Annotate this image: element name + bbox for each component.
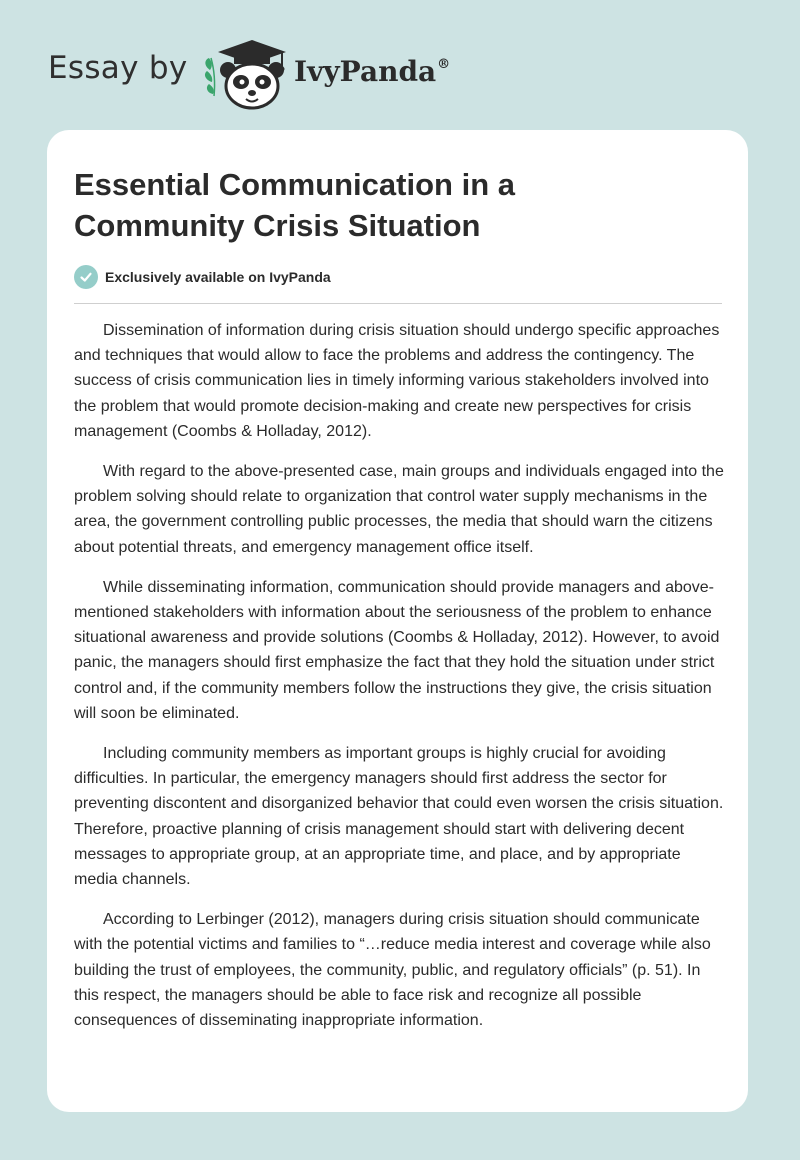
brand-name[interactable] [294,55,450,88]
essay-card [47,130,748,1112]
title-divider [74,303,722,304]
essay-paragraph: Dissemination of information during crisis situation should undergo specific approaches and techniques that would allow to face the problems and address the contingency. The success of crisis communication lies in timely informing various stakeholders involved into the problem that would promote decision-making and create new perspectives for crisis management (Coombs & Holladay, 2012). [74,322,720,440]
exclusive-badge [74,264,331,290]
site-header [0,0,800,130]
essay-paragraph: According to Lerbinger (2012), managers during crisis situation should communicate with the potential victims and families to “…reduce media interest and coverage while also building the trust of employees, the community, public, and regulatory officials” (p. 51). In this respect, the managers should be able to face risk and recognize all possible consequences of disseminating inappropriate information. [74,911,711,1030]
essay-paragraph: Including community members as important groups is highly crucial for avoiding difficulties. In particular, the emergency managers should first address the sector for preventing discontent and disorganized behavior that could even worsen the crisis situation. Therefore, proactive planning of crisis management should start with delivering decent messages to appropriate group, at an appropriate time, and place, and by appropriate media channels. [74,745,724,889]
essay-by-label: Essay by [48,50,188,86]
registered-mark: ® [437,57,451,72]
ivy-leaf-icon [205,58,215,96]
essay-title: Essential Communication in a Community Crisis Situation [74,167,515,243]
essay-body [74,318,726,1048]
essay-paragraph: With regard to the above-presented case, main groups and individuals engaged into the problem solving should relate to organization that control water supply mechanisms in the area, the government controlling public processes, the media that should warn the citizens about potential threats, and emergency management office itself. [74,463,724,556]
exclusive-badge-text: Exclusively available on IvyPanda [105,269,331,285]
essay-paragraph: While disseminating information, communication should provide managers and above-mentioned stakeholders with information about the seriousness of the problem to enhance situational awareness and provide solutions (Coombs & Holladay, 2012). However, to avoid panic, the managers should first emphasize the fact that they hold the situation under strict control and, if the community members follow the instructions they give, the crisis situation will soon be eliminated. [74,578,720,722]
panda-logo-icon[interactable] [200,36,292,110]
brand-name-text: IvyPanda [294,55,437,88]
check-icon [74,265,98,289]
